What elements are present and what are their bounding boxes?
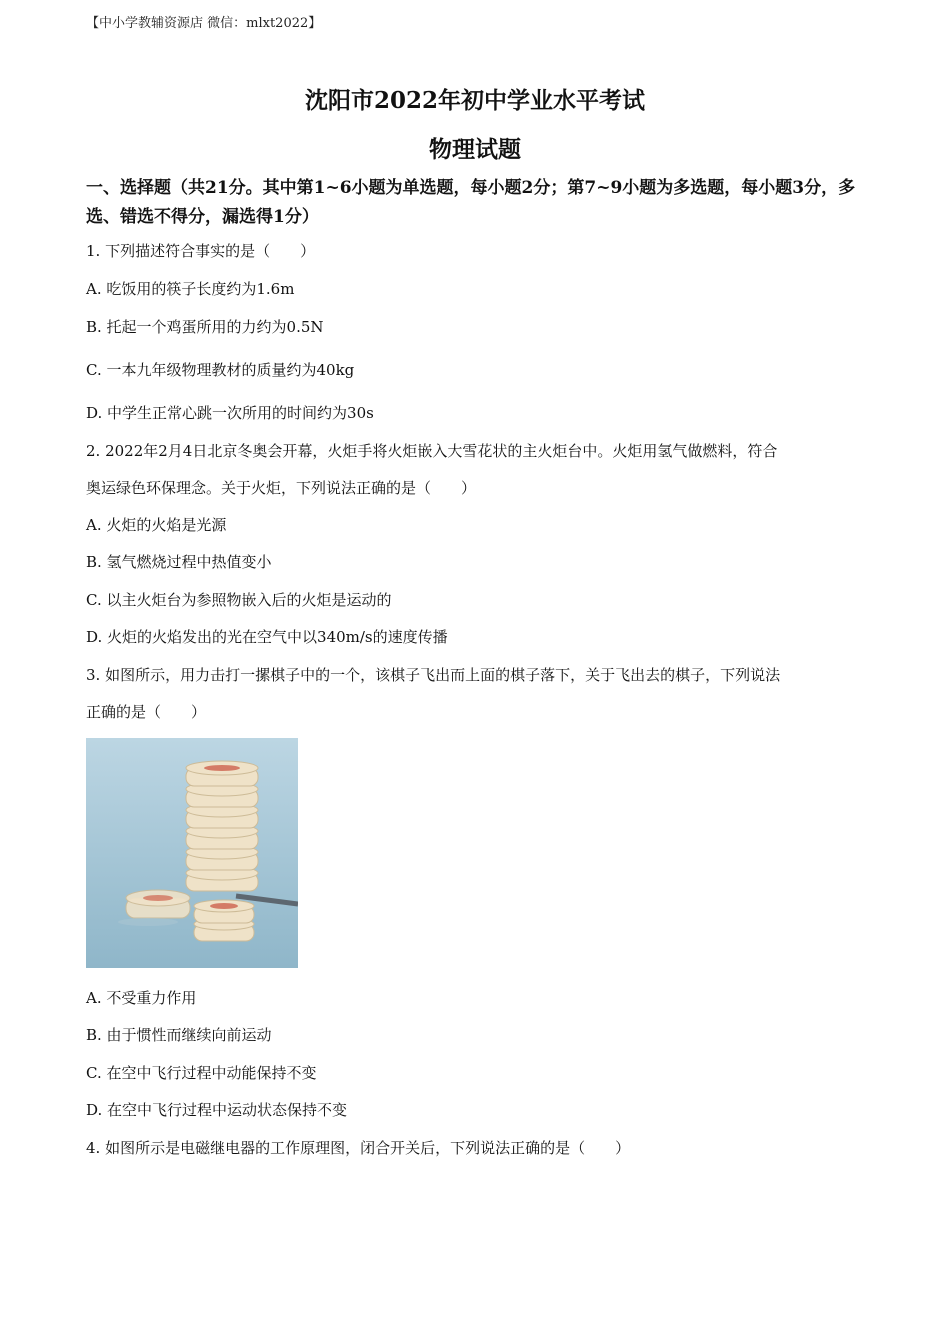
q1-stem: 1. 下列描述符合事实的是（ ） [86, 242, 316, 260]
q1-option-c: C. 一本九年级物理教材的质量约为40kg [86, 361, 355, 379]
q2-option-a: A. 火炬的火焰是光源 [86, 516, 227, 534]
section-heading: 一、选择题（共21分。其中第1~6小题为单选题，每小题2分；第7~9小题为多选题，每小题3分，多选、错选不得分，漏选得1分） [86, 178, 856, 227]
q1-option-a: A. 吃饭用的筷子长度约为1.6m [86, 280, 295, 298]
q3-option-a: A. 不受重力作用 [86, 989, 197, 1007]
q3-option-b: B. 由于惯性而继续向前运动 [86, 1026, 272, 1044]
exam-subtitle: 物理试题 [429, 136, 521, 163]
q3-option-c: C. 在空中飞行过程中动能保持不变 [86, 1064, 317, 1082]
header-note: 【中小学教辅资源店 微信：mlxt2022】 [86, 16, 322, 31]
q3-option-d: D. 在空中飞行过程中运动状态保持不变 [86, 1101, 348, 1119]
q2-option-b: B. 氢气燃烧过程中热值变小 [86, 553, 272, 571]
q2-stem-line1: 2. 2022年2月4日北京冬奥会开幕，火炬手将火炬嵌入大雪花状的主火炬台中。火炬用氢气做燃料，符合 [86, 442, 778, 460]
chess-pieces-photo [86, 738, 298, 968]
q2-stem-line2: 奥运绿色环保理念。关于火炬，下列说法正确的是（ ） [86, 479, 477, 497]
q3-stem-line2: 正确的是（ ） [86, 703, 207, 721]
q1-option-d: D. 中学生正常心跳一次所用的时间约为30s [86, 404, 374, 422]
q1-option-b: B. 托起一个鸡蛋所用的力约为0.5N [86, 318, 324, 336]
exam-title: 沈阳市2022年初中学业水平考试 [304, 87, 645, 114]
q4-stem: 4. 如图所示是电磁继电器的工作原理图，闭合开关后，下列说法正确的是（ ） [86, 1139, 631, 1157]
q3-stem-line1: 3. 如图所示，用力击打一摞棋子中的一个，该棋子飞出而上面的棋子落下，关于飞出去的棋子，下列说法 [86, 666, 781, 684]
q2-option-c: C. 以主火炬台为参照物嵌入后的火炬是运动的 [86, 591, 392, 609]
q2-option-d: D. 火炬的火焰发出的光在空气中以340m/s的速度传播 [86, 628, 448, 646]
